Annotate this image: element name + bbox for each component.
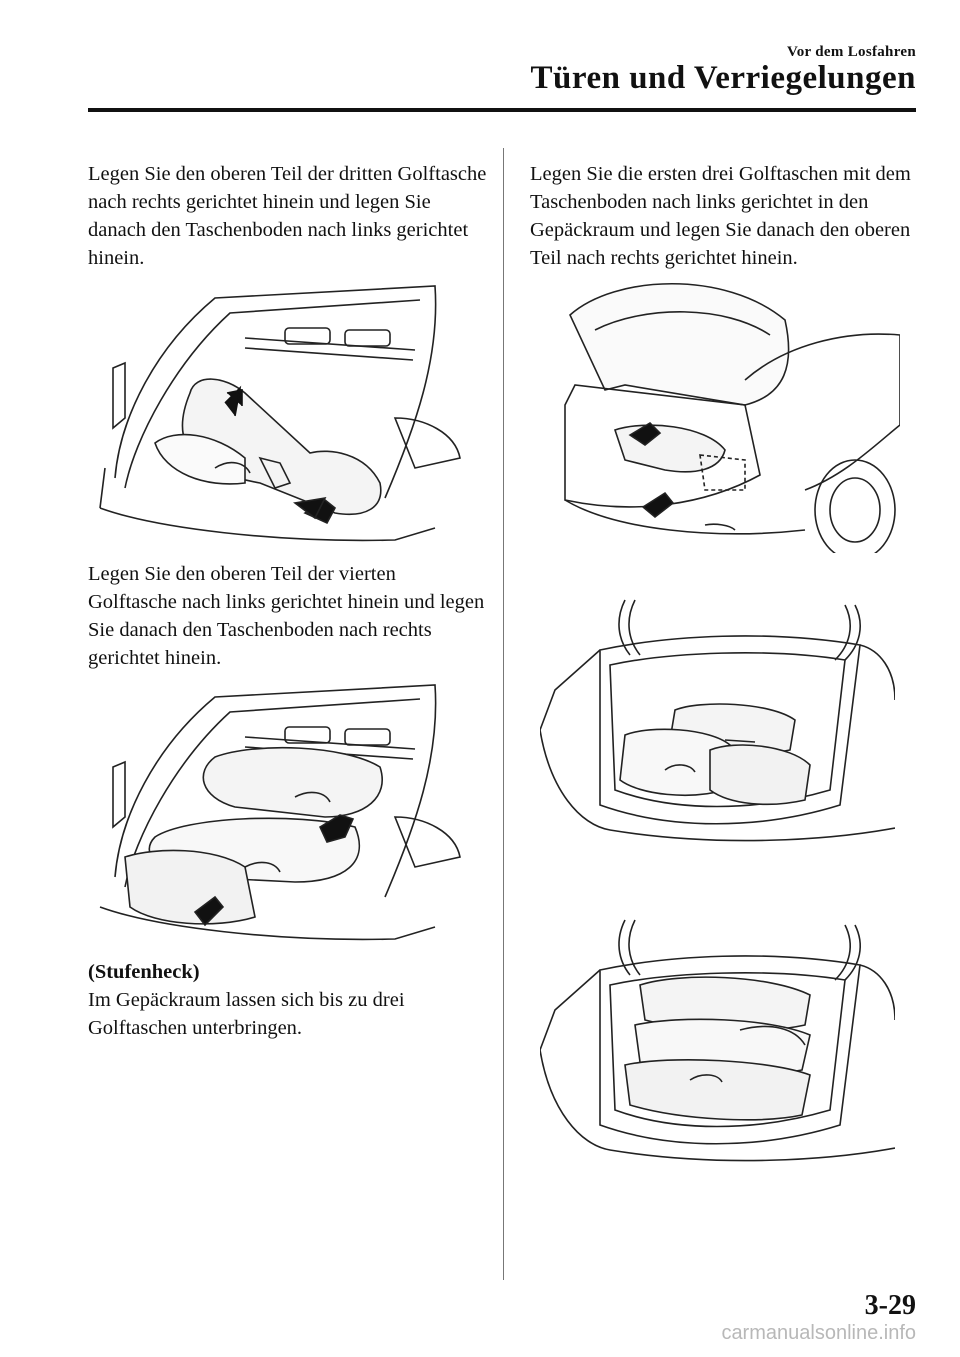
paragraph-third-bag: Legen Sie den oberen Teil der dritten Golftasche nach rechts gerichtet hinein und legen Sie danach den Taschenboden nach links gerichtet hinein. xyxy=(88,163,487,269)
illustration-hatchback-fourth-bag xyxy=(95,667,473,952)
illustration-sedan-trunk-bags-2 xyxy=(540,910,895,1175)
paragraph-sedan-intro xyxy=(88,958,488,1042)
illustration-hatchback-third-bag xyxy=(95,268,473,554)
header-rule xyxy=(88,108,916,112)
page-number: 3-29 xyxy=(864,1290,916,1321)
sedan-heading: (Stufenheck) xyxy=(88,961,200,983)
section-label: Vor dem Losfahren xyxy=(786,44,916,60)
illustration-sedan-trunk-bags-1 xyxy=(540,590,895,848)
paragraph-first-three-bags: Legen Sie die ersten drei Golftaschen mit dem Taschenboden nach links gerichtet in den Gepäckraum und legen Sie danach den oberen Teil nach rechts gerichtet hinein. xyxy=(530,163,911,269)
page-title: Türen und Verriegelungen xyxy=(530,60,916,96)
watermark: carmanualsonline.info xyxy=(721,1322,916,1344)
illustration-sedan-open-trunk xyxy=(555,275,900,553)
sedan-capacity-text: Im Gepäckraum lassen sich bis zu drei Golftaschen unterbringen. xyxy=(88,989,405,1039)
paragraph-fourth-bag: Legen Sie den oberen Teil der vierten Golftasche nach links gerichtet hinein und legen Sie danach den Taschenboden nach rechts gerichtet hinein. xyxy=(88,563,485,669)
column-divider xyxy=(503,148,504,1280)
